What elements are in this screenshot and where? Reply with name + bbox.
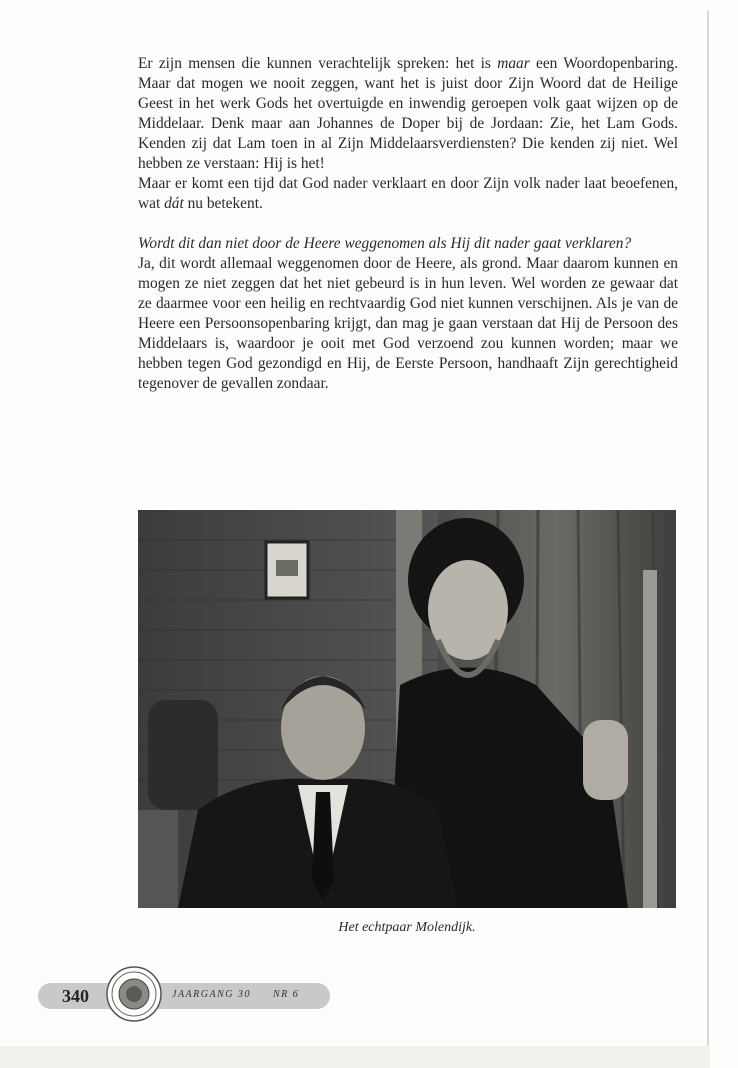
photo-caption: Het echtpaar Molendijk. <box>338 920 476 935</box>
body-paragraph <box>138 174 678 214</box>
journal-seal-logo <box>106 966 162 1022</box>
page-spine <box>707 10 709 1050</box>
italic-text: dát <box>164 195 184 212</box>
italic-text: maar <box>497 55 530 72</box>
journal-number: NR 6 <box>273 989 300 1000</box>
paragraph-text: nu betekent. <box>183 195 263 212</box>
journal-issue <box>172 989 299 1000</box>
body-paragraph <box>138 254 678 394</box>
paragraph-text: Maar er komt een tijd dat God nader verklaart en door Zijn volk nader laat beoefenen, wat <box>138 175 678 212</box>
couple-photo-drawing <box>138 510 676 908</box>
italic-text: Wordt dit dan niet door de Heere weggenomen als Hij dit nader gaat verklaren? <box>138 235 632 252</box>
paragraph-text: Ja, dit wordt allemaal weggenomen door de Heere, als grond. Maar daarom kunnen en mogen ze niet zeggen dat het niet gebeurd is in hun leven. Wel worden ze gewaar dat ze daarmee voor een heilig en rechtvaardig God niet kunnen verschijnen. Als je van de Heere een Persoonsopenbaring krijgt, dan mag je gaan verstaan dat Hij de Persoon des Middelaars is, waardoor je ooit met God verzoend zou kunnen worden; maar we hebben tegen God gezondigd en Hij, de Eerste Persoon, handhaaft Zijn gerechtigheid tegenover de gevallen zondaar. <box>138 255 678 392</box>
paragraph-text: een Woordopenbaring. Maar dat mogen we nooit zeggen, want het is juist door Zijn Woord dat de Heilige Geest in het werk Gods het overtuigde en inwendig geroepen volk gaat wijzen op de Middelaar. Denk maar aan Johannes de Doper bij de Jordaan: Zie, het Lam Gods. Kenden zij dat Lam toen in al Zijn Middelaarsverdiensten? Die kenden zij niet. Wel hebben ze verstaan: Hij is het! <box>138 55 678 172</box>
journal-volume: JAARGANG 30 <box>172 989 251 1000</box>
body-paragraph <box>138 234 678 254</box>
paragraph-text: Er zijn mensen die kunnen verachtelijk spreken: het is <box>138 55 498 72</box>
article-body <box>138 54 678 394</box>
couple-photo <box>138 510 676 908</box>
page-bottom-edge <box>0 1046 710 1068</box>
body-paragraph <box>138 54 678 174</box>
page-number: 340 <box>62 986 89 1006</box>
